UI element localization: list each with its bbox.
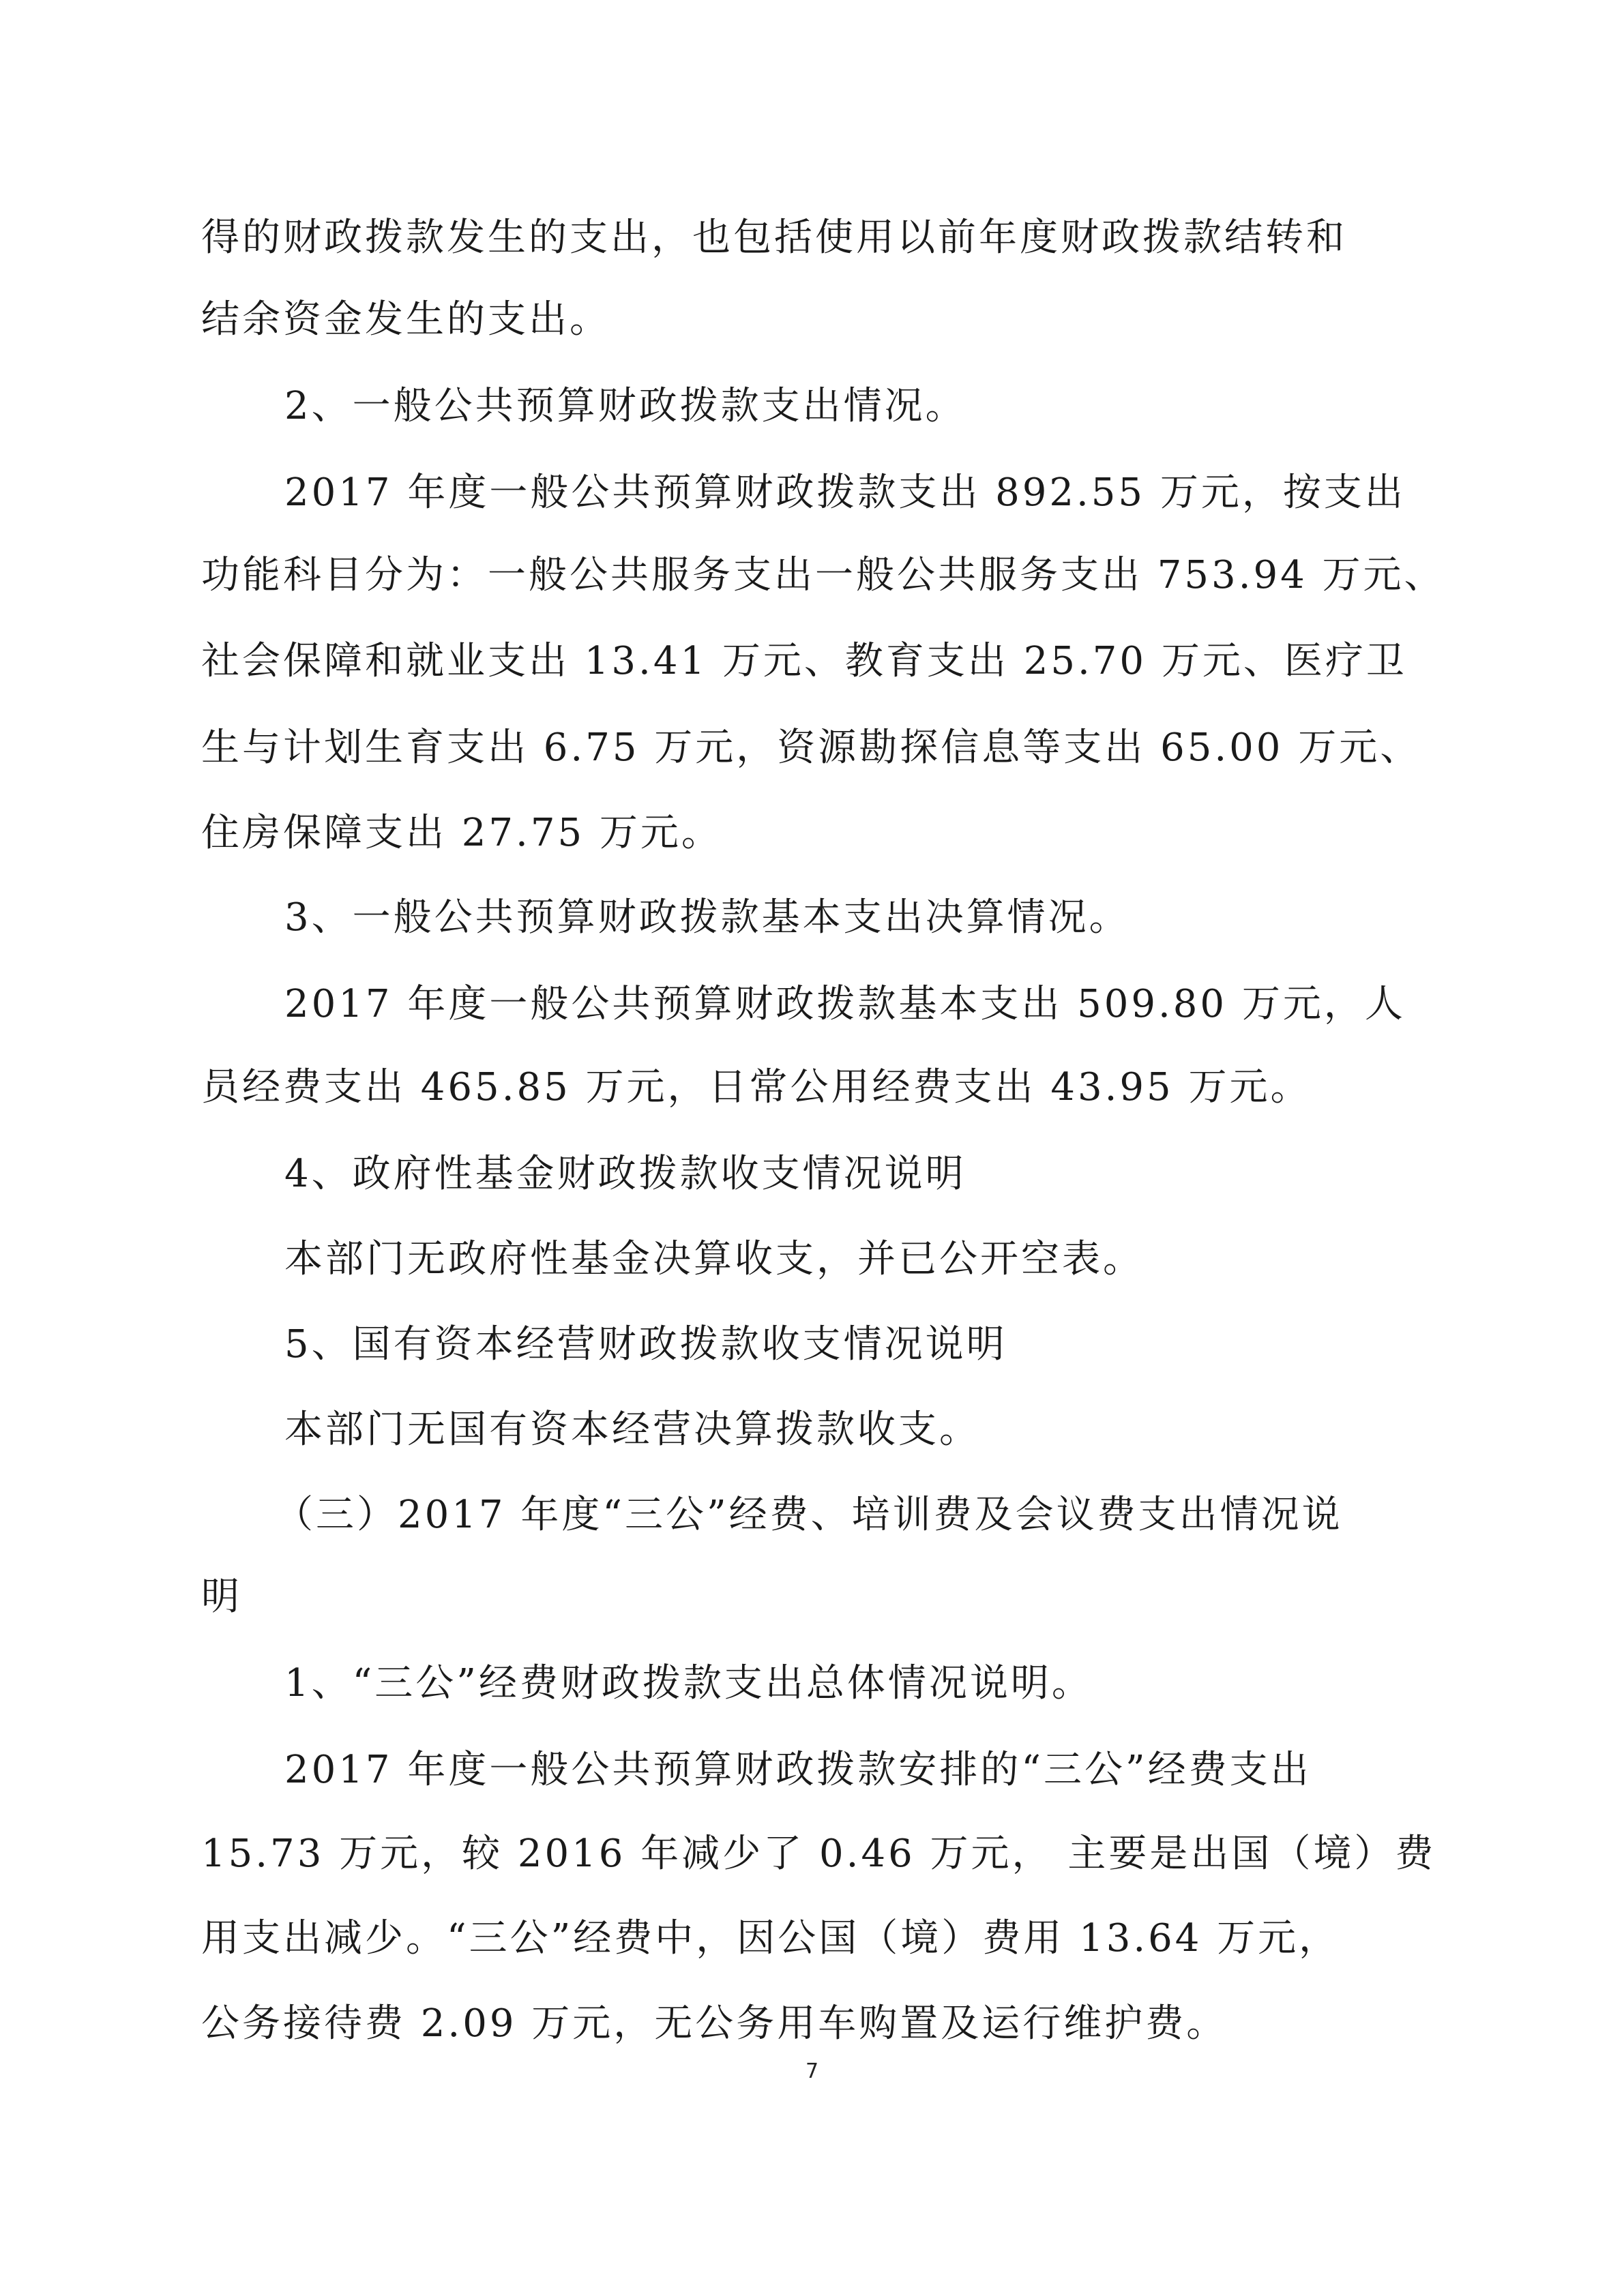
section-heading-continuation: 明: [201, 1575, 242, 1619]
text-line: 结余资金发生的支出。: [201, 297, 610, 342]
text-line: 员经费支出 465.85 万元，日常公用经费支出 43.95 万元。: [201, 1065, 1312, 1109]
page-number: 7: [805, 2059, 819, 2083]
text-line: 住房保障支出 27.75 万元。: [201, 811, 722, 855]
text-line: 5、国有资本经营财政拨款收支情况说明: [284, 1322, 1007, 1367]
text-line: 本部门无国有资本经营决算拨款收支。: [284, 1407, 980, 1452]
section-heading: （三）2017 年度“三公”经费、培训费及会议费支出情况说: [275, 1493, 1343, 1537]
text-line: 15.73 万元，较 2016 年减少了 0.46 万元， 主要是出国（境）费: [201, 1832, 1436, 1876]
text-line: 用支出减少。“三公”经费中，因公国（境）费用 13.64 万元，: [201, 1916, 1340, 1960]
text-line: 2017 年度一般公共预算财政拨款基本支出 509.80 万元，人: [284, 982, 1406, 1026]
text-line: 公务接待费 2.09 万元，无公务用车购置及运行维护费。: [201, 2001, 1228, 2046]
text-line: 1、“三公”经费财政拨款支出总体情况说明。: [284, 1661, 1093, 1705]
text-line: 2、一般公共预算财政拨款支出情况。: [284, 384, 966, 428]
text-line: 生与计划生育支出 6.75 万元，资源勘探信息等支出 65.00 万元、: [201, 726, 1421, 770]
text-line: 得的财政拨款发生的支出，也包括使用以前年度财政拨款结转和: [201, 215, 1347, 260]
text-line: 功能科目分为：一般公共服务支出一般公共服务支出 753.94 万元、: [201, 553, 1445, 597]
text-line: 2017 年度一般公共预算财政拨款支出 892.55 万元，按支出: [284, 471, 1406, 515]
text-line: 社会保障和就业支出 13.41 万元、教育支出 25.70 万元、医疗卫: [201, 639, 1407, 683]
text-line: 本部门无政府性基金决算收支，并已公开空表。: [284, 1237, 1144, 1281]
text-line: 3、一般公共预算财政拨款基本支出决算情况。: [284, 895, 1130, 940]
text-line: 4、政府性基金财政拨款收支情况说明: [284, 1152, 966, 1196]
text-line: 2017 年度一般公共预算财政拨款安排的“三公”经费支出: [284, 1748, 1312, 1792]
